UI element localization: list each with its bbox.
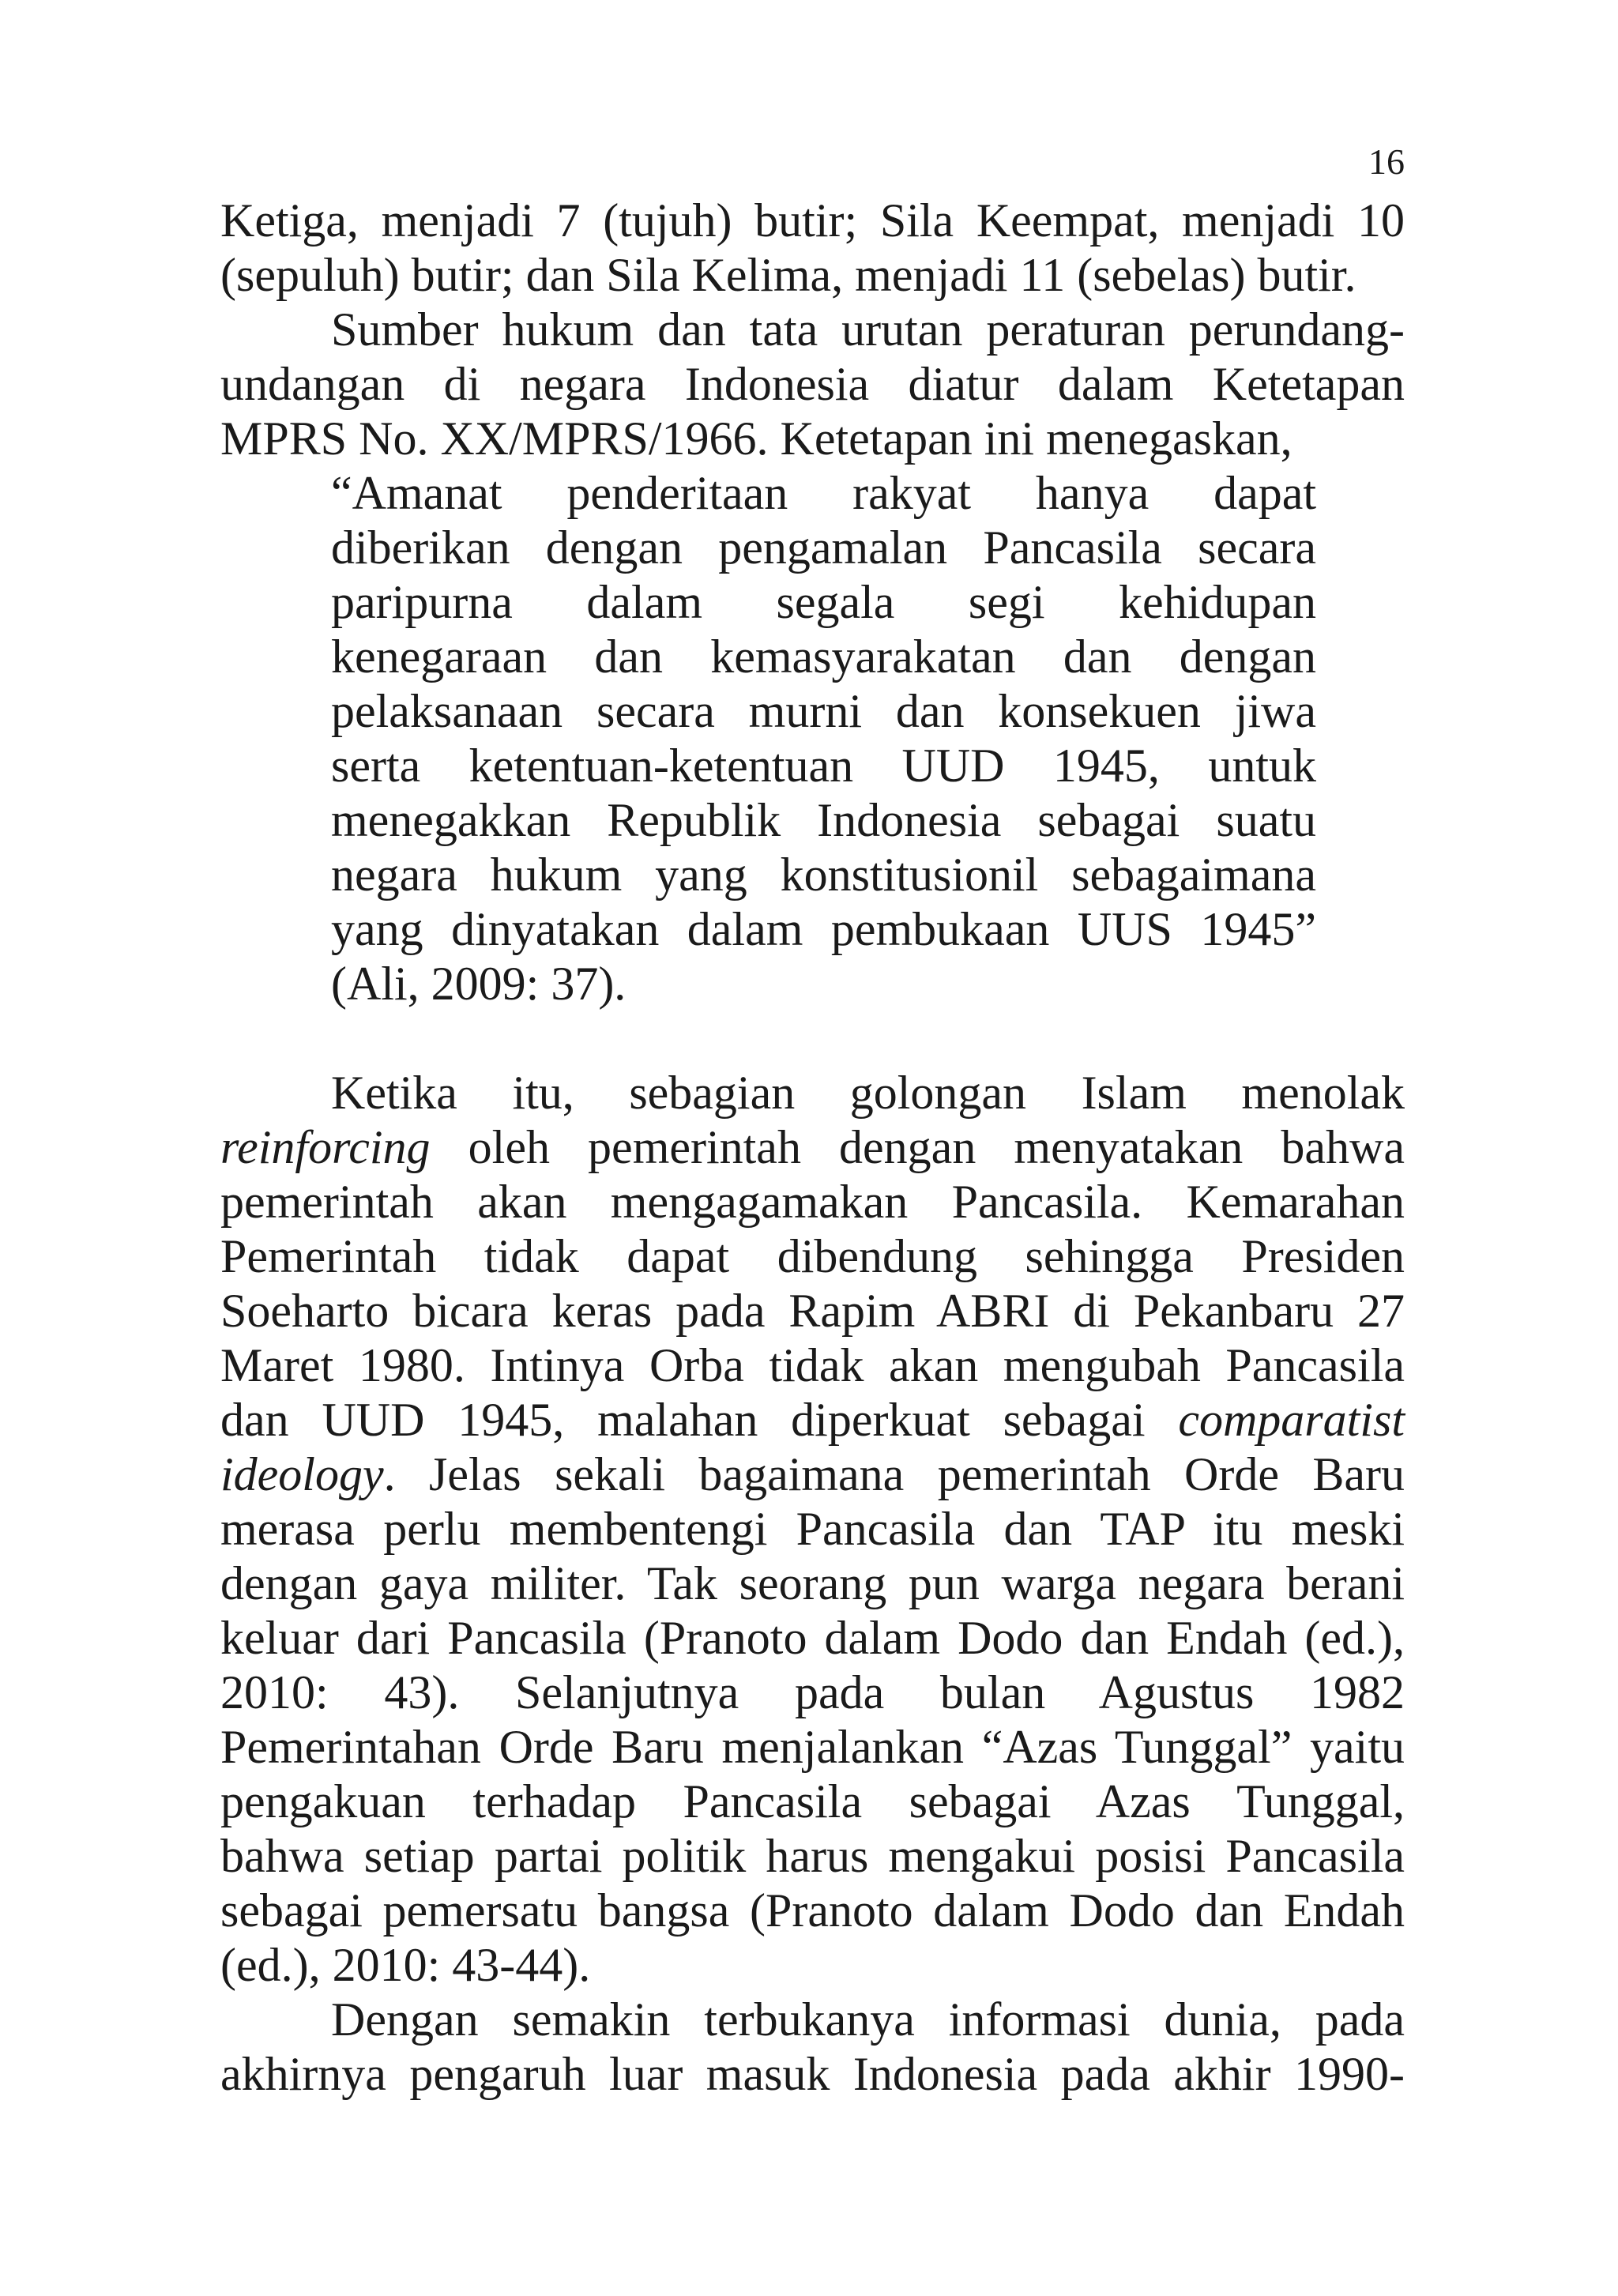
quote-line: serta ketentuan-ketentuan UUD 1945, untuk xyxy=(331,740,1316,792)
italic-term: ideology xyxy=(220,1448,384,1500)
text-line: merasa perlu membentengi Pancasila dan TAP itu meski xyxy=(220,1503,1405,1555)
text-line: (sepuluh) butir; dan Sila Kelima, menjadi 11 (sebelas) butir. xyxy=(220,249,1356,301)
text-line: bahwa setiap partai politik harus mengakui posisi Pancasila xyxy=(220,1830,1405,1882)
text-line: Pemerintahan Orde Baru menjalankan “Azas Tunggal” yaitu xyxy=(220,1721,1405,1773)
text-line: MPRS No. XX/MPRS/1966. Ketetapan ini menegaskan, xyxy=(220,412,1293,465)
page-number: 16 xyxy=(1368,141,1405,182)
paragraph xyxy=(220,194,1405,303)
text-line: (ed.), 2010: 43-44). xyxy=(220,1939,591,1991)
quote-line: kenegaraan dan kemasyarakatan dan dengan xyxy=(331,630,1316,683)
text-line: pengakuan terhadap Pancasila sebagai Azas Tunggal, xyxy=(220,1775,1405,1827)
text-segment: dan UUD 1945, malahan diperkuat sebagai xyxy=(220,1394,1179,1446)
quote-line: paripurna dalam segala segi kehidupan xyxy=(331,576,1316,628)
text-line: 2010: 43). Selanjutnya pada bulan Agustus 1982 xyxy=(220,1666,1405,1718)
text-line: akhirnya pengaruh luar masuk Indonesia pada akhir 1990- xyxy=(220,2048,1405,2100)
italic-term: reinforcing xyxy=(220,1121,431,1173)
quote-line: pelaksanaan secara murni dan konsekuen jiwa xyxy=(331,685,1316,737)
text-line: pemerintah akan mengagamakan Pancasila. Kemarahan xyxy=(220,1176,1405,1228)
text-line xyxy=(220,1120,1405,1175)
paragraph-spacer xyxy=(220,1011,1405,1066)
quote-line: diberikan dengan pengamalan Pancasila secara xyxy=(331,521,1316,574)
text-line: Ketiga, menjadi 7 (tujuh) butir; Sila Keempat, menjadi 10 xyxy=(220,194,1405,247)
text-line xyxy=(220,1447,1405,1502)
text-line: sebagai pemersatu bangsa (Pranoto dalam Dodo dan Endah xyxy=(220,1884,1405,1937)
paragraph xyxy=(220,303,1405,466)
text-line: Pemerintah tidak dapat dibendung sehingga Presiden xyxy=(220,1230,1405,1282)
text-line: Dengan semakin terbukanya informasi dunia, pada xyxy=(331,1993,1405,2046)
text-line: dengan gaya militer. Tak seorang pun warga negara berani xyxy=(220,1557,1405,1609)
text-line: Ketika itu, sebagian golongan Islam menolak xyxy=(331,1067,1405,1119)
text-segment: . Jelas sekali bagaimana pemerintah Orde Baru xyxy=(383,1448,1405,1500)
text-segment: oleh pemerintah dengan menyatakan bahwa xyxy=(430,1121,1405,1173)
text-line: Soeharto bicara keras pada Rapim ABRI di Pekanbaru 27 xyxy=(220,1285,1405,1337)
quote-line: menegakkan Republik Indonesia sebagai suatu xyxy=(331,794,1316,846)
quote-line: yang dinyatakan dalam pembukaan UUS 1945” xyxy=(331,903,1316,955)
italic-term: comparatist xyxy=(1178,1394,1405,1446)
text-line: Maret 1980. Intinya Orba tidak akan mengubah Pancasila xyxy=(220,1339,1405,1391)
paragraph xyxy=(220,1066,1405,1993)
text-line xyxy=(220,1393,1405,1447)
quote-line: “Amanat penderitaan rakyat hanya dapat xyxy=(331,467,1316,519)
text-line: keluar dari Pancasila (Pranoto dalam Dodo dan Endah (ed.), xyxy=(220,1612,1405,1664)
block-quote xyxy=(331,466,1316,1011)
body-text xyxy=(220,194,1405,2102)
quote-line: negara hukum yang konstitusionil sebagaimana xyxy=(331,849,1316,901)
text-line: undangan di negara Indonesia diatur dalam Ketetapan xyxy=(220,358,1405,410)
paragraph xyxy=(220,1993,1405,2102)
quote-citation: (Ali, 2009: 37). xyxy=(331,958,627,1010)
text-line: Sumber hukum dan tata urutan peraturan perundang- xyxy=(331,303,1405,356)
